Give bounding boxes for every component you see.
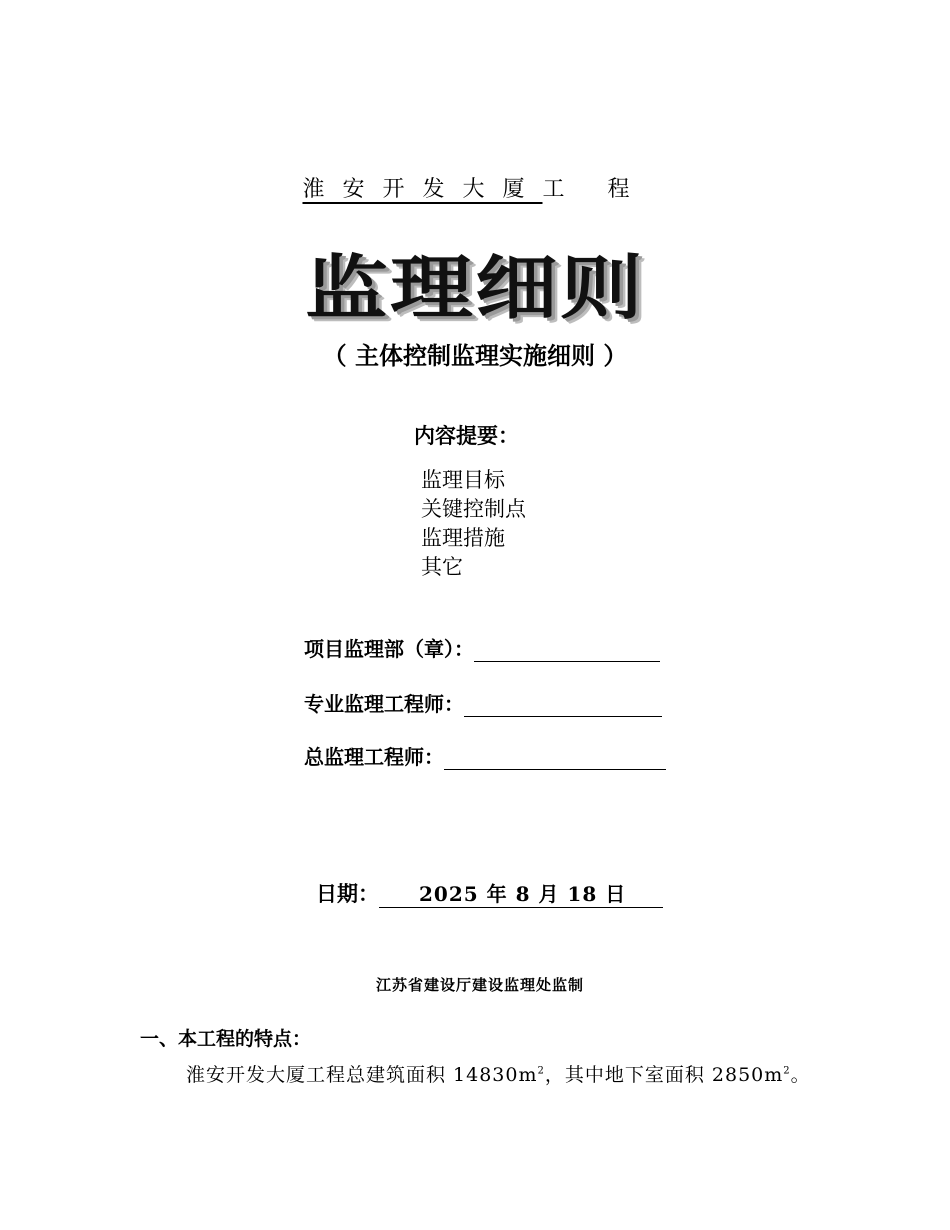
superscript-2: 2 <box>537 1065 545 1077</box>
section-heading: 一、本工程的特点： <box>140 1028 312 1050</box>
project-name <box>0 172 950 203</box>
document-subtitle: （ 主体控制监理实施细则 ） <box>322 342 628 370</box>
summary-item: 监理措施 <box>421 526 505 550</box>
summary-item: 监理目标 <box>421 468 505 492</box>
body-text-prefix: 淮安开发大厦工程总建筑面积 14830m <box>186 1064 538 1086</box>
specialist-engineer-signature-line[interactable] <box>464 696 662 717</box>
signature-row-chief-engineer <box>304 741 666 770</box>
supervision-dept-label: 项目监理部（章）： <box>304 637 474 661</box>
signature-row-supervision-dept <box>304 633 660 662</box>
summary-item: 其它 <box>421 555 463 579</box>
project-name-underlined: 淮安开发大厦 <box>302 177 543 202</box>
summary-item: 关键控制点 <box>421 497 526 521</box>
signature-row-specialist-engineer <box>304 688 662 717</box>
summary-list <box>421 466 526 582</box>
chief-engineer-label: 总监理工程师： <box>304 745 444 769</box>
date-label: 日期： <box>316 882 379 906</box>
summary-heading: 内容提要： <box>414 424 519 448</box>
supervision-dept-signature-line[interactable] <box>474 641 660 662</box>
specialist-engineer-label: 专业监理工程师： <box>304 692 464 716</box>
superscript-2: 2 <box>783 1065 791 1077</box>
date-value: 2025 年 8 月 18 日 <box>379 878 663 908</box>
section-body <box>186 1060 811 1087</box>
body-text-middle: ，其中地下室面积 2850m <box>544 1064 784 1086</box>
issuer-line: 江苏省建设厅建设监理处监制 <box>376 976 585 994</box>
project-name-suffix: 工 程 <box>542 177 648 202</box>
body-text-suffix: 。 <box>790 1064 811 1086</box>
date-row <box>316 878 663 908</box>
document-title: 监理细则 <box>305 247 645 329</box>
chief-engineer-signature-line[interactable] <box>444 749 666 770</box>
